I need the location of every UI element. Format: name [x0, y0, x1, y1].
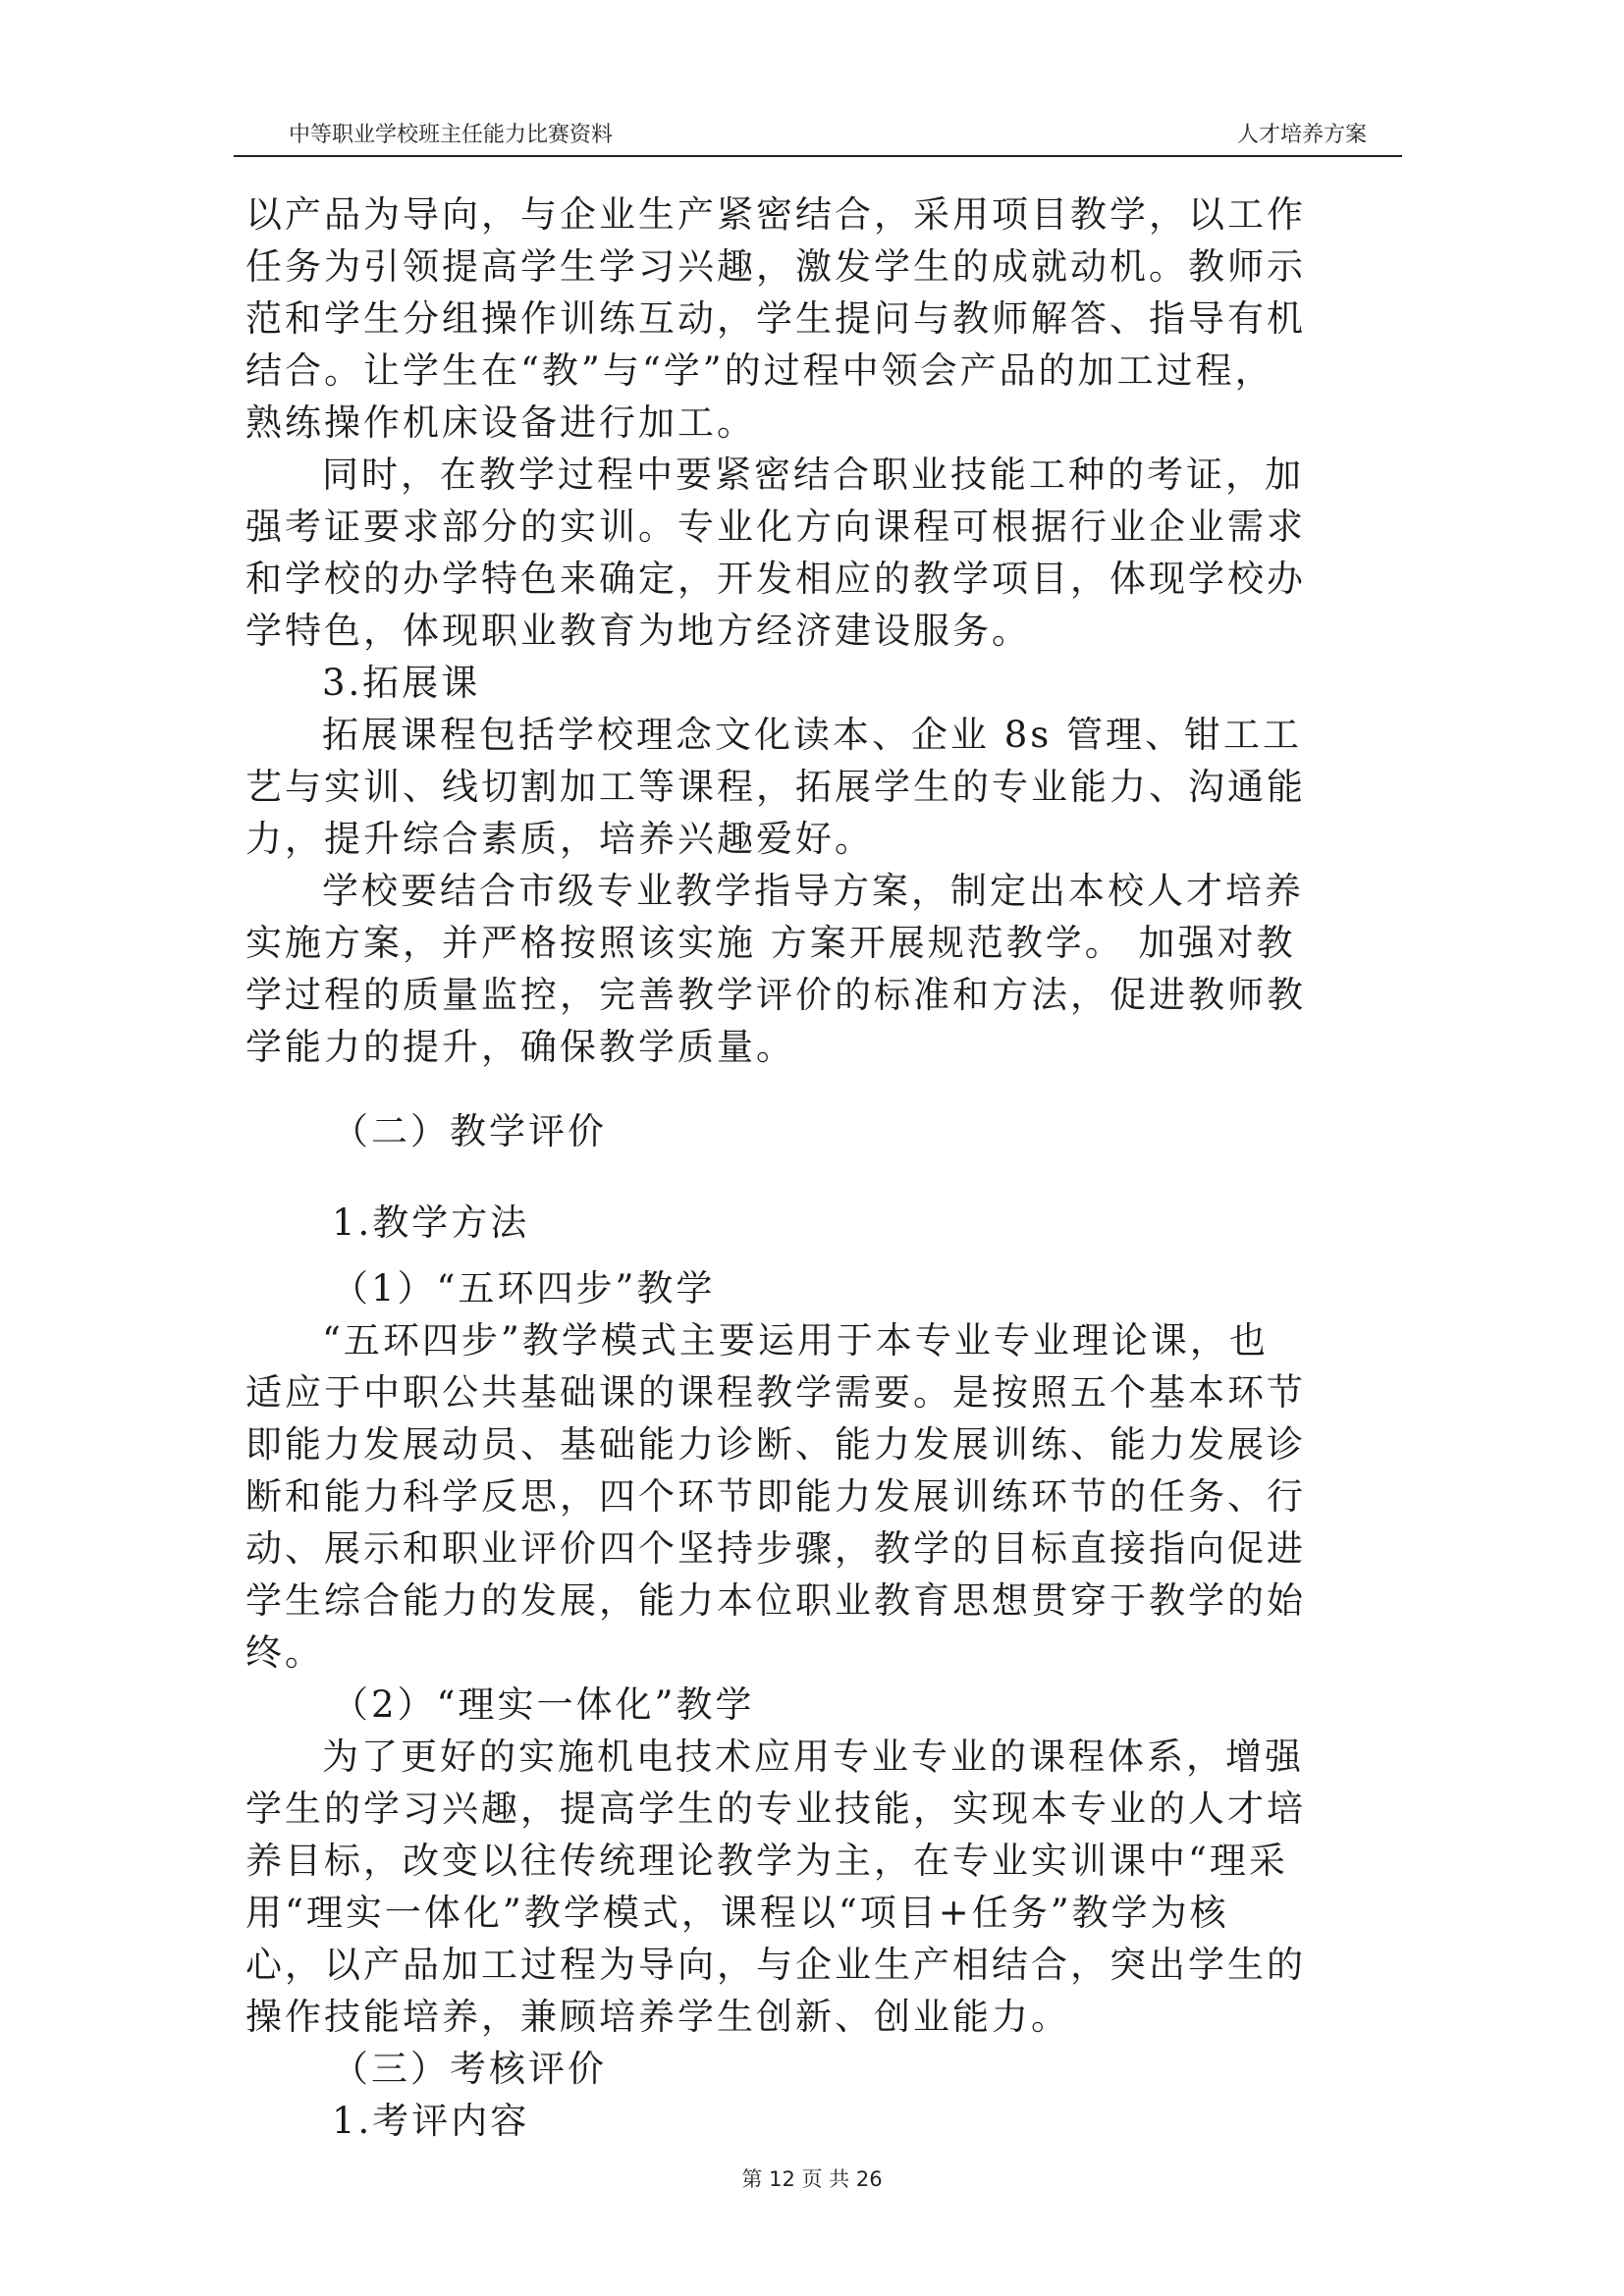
text-line: “五环四步”教学模式主要运用于本专业专业理论课，也 — [322, 1319, 1269, 1362]
page-header — [234, 116, 1402, 157]
text-line: 范和学生分组操作训练互动，学生提问与教师解答、指导有机 — [245, 297, 1306, 340]
text-line: 和学校的办学特色来确定，开发相应的教学项目，体现学校办 — [245, 558, 1306, 600]
text-line: 拓展课程包括学校理念文化读本、企业 8s 管理、钳工工 — [322, 714, 1303, 756]
paragraph-theory-practice-integration — [245, 1731, 1394, 2043]
heading-teaching-methods: 1.教学方法 — [332, 1201, 530, 1244]
text-line: 学生的学习兴趣，提高学生的专业技能，实现本专业的人才培 — [245, 1788, 1306, 1830]
heading-extension-courses: 3.拓展课 — [322, 662, 481, 704]
text-line: 艺与实训、线切割加工等课程，拓展学生的专业能力、沟通能 — [245, 766, 1306, 808]
heading-assessment-content: 1.考评内容 — [332, 2100, 530, 2142]
text-line: 以产品为导向，与企业生产紧密结合，采用项目教学，以工作 — [245, 193, 1306, 236]
text-line: 养目标，改变以往传统理论教学为主，在专业实训课中“理采 — [245, 1840, 1288, 1882]
text-line: 学过程的质量监控，完善教学评价的标准和方法，促进教师教 — [245, 974, 1306, 1016]
page-body — [245, 188, 1394, 2147]
text-line: 强考证要求部分的实训。专业化方向课程可根据行业企业需求 — [245, 506, 1306, 548]
text-line: 适应于中职公共基础课的课程教学需要。是按照五个基本环节 — [245, 1371, 1306, 1414]
text-line: 即能力发展动员、基础能力诊断、能力发展训练、能力发展诊 — [245, 1423, 1306, 1466]
header-document-title: 中等职业学校班主任能力比赛资料 — [289, 123, 614, 147]
text-line: 任务为引领提高学生学习兴趣，激发学生的成就动机。教师示 — [245, 245, 1306, 288]
heading-teaching-evaluation: （二）教学评价 — [332, 1110, 607, 1152]
paragraph-implementation — [245, 865, 1394, 1073]
text-line: 用“理实一体化”教学模式，课程以“项目+任务”教学为核 — [245, 1892, 1229, 1934]
text-line: 动、展示和职业评价四个坚持步骤，教学的目标直接指向促进 — [245, 1527, 1306, 1570]
text-line: 学校要结合市级专业教学指导方案，制定出本校人才培养 — [322, 870, 1304, 912]
header-section-title: 人才培养方案 — [1236, 123, 1367, 147]
text-line: 结合。让学生在“教”与“学”的过程中领会产品的加工过程， — [245, 349, 1274, 392]
text-line: 终。 — [245, 1631, 324, 1674]
text-line: 实施方案，并严格按照该实施 方案开展规范教学。 加强对教 — [245, 922, 1296, 964]
text-line: 熟练操作机床设备进行加工。 — [245, 401, 756, 444]
paragraph-five-rings-four-steps — [245, 1314, 1394, 1679]
text-line: 心，以产品加工过程为导向，与企业生产相结合，突出学生的 — [245, 1944, 1306, 1986]
paragraph-product-oriented — [245, 188, 1394, 449]
paragraph-extension-courses — [245, 709, 1394, 865]
text-line: 力，提升综合素质，培养兴趣爱好。 — [245, 818, 874, 860]
heading-five-rings-four-steps: （1）“五环四步”教学 — [332, 1267, 716, 1309]
text-line: 操作技能培养，兼顾培养学生创新、创业能力。 — [245, 1996, 1070, 2038]
heading-theory-practice-integration: （2）“理实一体化”教学 — [332, 1683, 755, 1726]
paragraph-certification — [245, 449, 1394, 657]
text-line: 学生综合能力的发展，能力本位职业教育思想贯穿于教学的始 — [245, 1579, 1306, 1622]
page-number: 第 12 页 共 26 — [741, 2167, 883, 2191]
text-line: 断和能力科学反思，四个环节即能力发展训练环节的任务、行 — [245, 1475, 1306, 1518]
heading-assessment-evaluation: （三）考核评价 — [332, 2048, 607, 2090]
text-line: 学能力的提升，确保教学质量。 — [245, 1026, 795, 1068]
text-line: 同时，在教学过程中要紧密结合职业技能工种的考证，加 — [322, 454, 1304, 496]
text-line: 为了更好的实施机电技术应用专业专业的课程体系，增强 — [322, 1735, 1304, 1778]
text-line: 学特色，体现职业教育为地方经济建设服务。 — [245, 610, 1031, 652]
